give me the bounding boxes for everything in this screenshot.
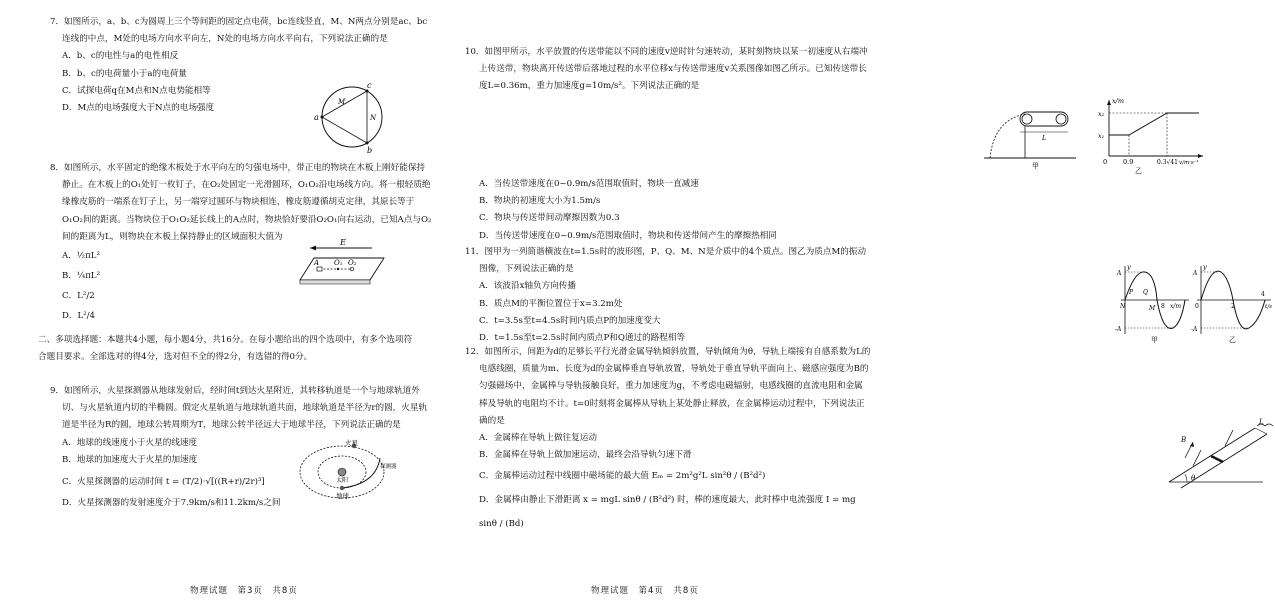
q10-label-03sqrt41: 0.3√41: [1157, 159, 1178, 166]
q11-label-q: Q: [1143, 289, 1148, 296]
question-10-option-c: C．物块与传送带间动摩擦因数为0.3: [479, 213, 620, 224]
question-12: [465, 344, 871, 536]
q11-label-t2: 2: [1231, 303, 1235, 310]
q11-label-y2: y: [1203, 263, 1207, 271]
q10-label-zero: 0: [1103, 158, 1108, 166]
question-12-option-a: A．金属棒在导轨上做往复运动: [479, 433, 597, 444]
q11-label-y1: y: [1127, 263, 1131, 271]
question-8-figure: [280, 238, 390, 290]
q11-label-a2: A: [1193, 270, 1198, 277]
q11-label-t4: 4: [1261, 291, 1265, 298]
question-11-option-c: C．t=3.5s至t=4.5s时间内质点P的加速度变大: [479, 315, 661, 326]
question-7-option-c: C．试探电荷q在M点和N点电势能相等: [62, 85, 211, 96]
q11-label-x8: 8: [1161, 303, 1165, 310]
right-column: [435, 0, 1272, 615]
question-8-stem: 8．如图所示，水平固定的绝缘木板处于水平向左的匀强电场中，带正电的物块在木板上刚好能保持静止。在木板上的O₁处钉一枚钉子，在O₂处固定一光滑圆环，O₁O₂沿电场线方向。将一根轻质绝缘橡皮筋的一端系在钉子上，另一端穿过圆环与物块相连，橡皮筋遵循胡克定律，其原长等于O₁O₂间的距离。当物块位于O₁O₂延长线上的A点时，物块恰好要沿O₂O₁向右运动，已知A点与O₂间的距离为L，则物块在木板上保持静止的区域面积大值为: [50, 163, 432, 242]
q7-label-c: c: [367, 81, 372, 90]
q12-label-l: L: [1259, 418, 1264, 426]
q11-label-nega2: -A: [1191, 326, 1198, 333]
question-12-option-b: B．金属棒在导轨上做加速运动，最终会沿导轨匀速下滑: [479, 450, 692, 461]
left-column: [0, 0, 432, 615]
question-11-option-a: A．该波沿x轴负方向传播: [479, 281, 576, 292]
q12-label-theta: θ: [1191, 474, 1196, 482]
question-10-stem: 10．如图甲所示，水平放置的传送带能以不同的速度v逆时针匀速转动，某时刻物块以某一初速度从右端冲上传送带，物块离开传送带后落地过程的水平位移x与传送带速度v关系图像如图乙所示。已知传送带长度L=0.36m，重力加速度g=10m/s²。下列说法正确的是: [465, 47, 868, 92]
question-12-stem: 12．如图所示，间距为d的足够长平行光滑金属导轨倾斜放置，导轨倾角为θ，导轨上端接有自感系数为L的电感线圈，质量为m、长度为d的金属棒垂直导轨放置，导轨处于垂直导轨平面向上、磁感应强度为B的匀强磁场中，金属棒与导轨接触良好，重力加速度为g，不考虑电磁辐射，电感线圈的直流电阻和金属棒及导轨的电阻均不计。t=0时刻将金属棒从导轨上某处静止释放，在金属棒运动过程中，下列说法正确的是: [465, 347, 871, 426]
question-10-figure-jia: [980, 100, 1080, 170]
q11-label-n: N: [1120, 303, 1126, 310]
q9-label-earth: 地球: [336, 492, 349, 500]
question-8-option-d: D．L²/4: [62, 311, 95, 322]
q11-label-jia: 甲: [1151, 336, 1158, 344]
question-8-option-c: C．L²/2: [62, 291, 95, 302]
section-2-header: [38, 332, 420, 366]
q12-label-b: B: [1181, 436, 1187, 444]
q11-label-zero: 0: [1195, 303, 1199, 310]
question-11-option-d: D．t=1.5s至t=2.5s时间内质点P和Q通过的路程相等: [479, 333, 686, 344]
q8-label-o2: O₂: [348, 259, 357, 267]
question-11-option-b: B．质点M的平衡位置位于x=3.2m处: [479, 298, 623, 309]
question-11: [465, 244, 865, 347]
q10-label-x1: x₁: [1098, 132, 1105, 140]
question-9-stem: 9．如图所示，火星探测器从地球发射后，经时间t到达火星附近，其转移轨道是一个与地球轨道外切、与火星轨道内切的半椭圆。假定火星轨道与地球轨道共面，地球轨道是半径为r的圆，火星轨道是半径为R的圆，地球公转周期为T，地球公转半径远大于地球半径，下列说法正确的是: [50, 386, 428, 431]
question-8-option-b: B．¼πL²: [62, 271, 101, 282]
question-9-figure: [292, 438, 402, 500]
question-11-figures: [1115, 262, 1275, 342]
question-7-option-b: B．b、c的电荷量小于a的电荷量: [62, 68, 187, 79]
footer-left: 物理试题 第3页 共8页: [190, 586, 298, 596]
q9-label-probe: 探测器: [380, 464, 397, 470]
q11-label-a1: A: [1117, 270, 1122, 277]
question-8-option-a: A．½πL²: [62, 251, 100, 262]
question-9-option-d: D．火星探测器的发射速度介于7.9km/s和11.2km/s之间: [62, 498, 281, 509]
q7-label-n: N: [370, 114, 377, 122]
q11-label-p: P: [1129, 289, 1134, 296]
question-7-figure: [310, 80, 394, 154]
question-9-option-b: B．地球的加速度大于火星的加速度: [62, 454, 198, 465]
question-12-option-d: D．金属棒由静止下滑距离 x = mgL sinθ / (B²d²) 时，棒的速度最大，此时棒中电流强度 I = mg sinθ / (Bd): [479, 495, 856, 530]
question-10-option-b: B．物块的初速度大小为1.5m/s: [479, 196, 601, 207]
question-10-options: [479, 176, 865, 245]
q8-label-a: A: [314, 259, 320, 267]
question-9-option-a: A．地球的线速度小于火星的线速度: [62, 437, 198, 448]
q7-label-b: b: [367, 146, 373, 155]
q10-label-yi: 乙: [1135, 167, 1142, 175]
question-7-stem: 7．如图所示，a、b、c为圆周上三个等间距的固定点电荷，bc连线竖直，M、N两点分别是ac、bc连线的中点，M处的电场方向水平向左，N处的电场方向水平向右，下列说法正确的是: [50, 17, 428, 45]
q10-label-09: 0.9: [1123, 158, 1134, 166]
q10-label-vaxis: v/m·s⁻¹: [1179, 160, 1199, 166]
q10-label-x2: x₂: [1098, 110, 1105, 118]
section-2-text: 二、多项选择题：本题共4小题，每小题4分，共16分。在每小题给出的四个选项中，有多个选项符合题目要求。全部选对的得4分，选对但不全的得2分，有选错的得0分。: [38, 335, 413, 363]
question-12-option-c: C．金属棒运动过程中线圈中磁场能的最大值 Eₘ = 2m²g²L sin²θ / (B²d²): [479, 471, 766, 482]
q11-label-nega1: -A: [1115, 326, 1122, 333]
question-10-option-a: A．当传送带速度在0~0.9m/s范围取值时，物块一直减速: [479, 179, 699, 189]
question-10-option-d: D．当传送带速度在0~0.9m/s范围取值时，物块和传送带间产生的摩擦热相同: [479, 230, 777, 241]
q11-label-yi: 乙: [1229, 336, 1236, 344]
q9-label-mars: 火星: [345, 439, 358, 447]
question-10: [465, 44, 868, 96]
question-9-option-c: C．火星探测器的运动时间 t = (T/2)·√[((R+r)/2r)³]: [62, 477, 265, 488]
q11-label-m: M: [1149, 305, 1156, 312]
q8-label-o1: O₁: [334, 259, 343, 267]
question-10-figure-yi: [1095, 96, 1207, 168]
q9-label-sun: 太阳: [336, 477, 349, 484]
question-12-figure: [1163, 418, 1275, 490]
q11-label-ts: t/s: [1265, 304, 1272, 310]
footer-right: 物理试题 第4页 共8页: [591, 586, 699, 596]
q10-label-l: L: [1042, 134, 1047, 142]
q8-label-e: E: [340, 238, 346, 247]
q7-label-m: M: [338, 98, 346, 106]
question-11-stem: 11．图甲为一列简谐横波在t=1.5s时的波形图，P、Q、M、N是介质中的4个质点。图乙为质点M的振动图像，下列说法正确的是: [465, 247, 867, 275]
question-7-option-a: A．b、c的电性与a的电性相反: [62, 51, 179, 62]
q7-label-a: a: [314, 113, 319, 122]
q11-label-xm: x/m: [1170, 303, 1182, 310]
question-7-option-d: D．M点的电场强度大于N点的电场强度: [62, 103, 215, 114]
q10-label-jia: 甲: [1032, 162, 1039, 170]
q10-label-xaxis: x/m: [1112, 97, 1125, 105]
